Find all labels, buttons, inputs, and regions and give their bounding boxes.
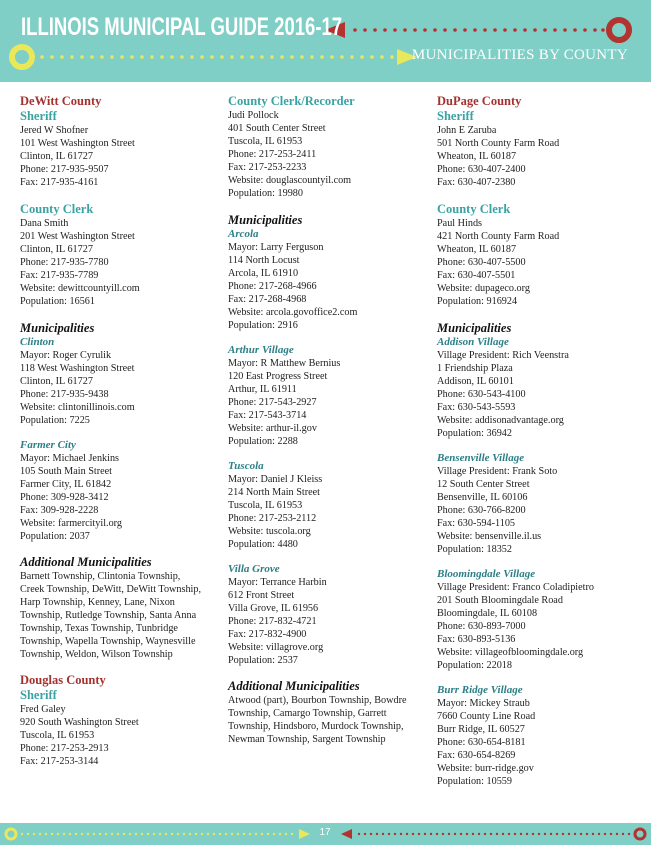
municipality-name: Tuscola [228, 460, 264, 472]
contact-line: Phone: 630-543-4100 [437, 389, 526, 400]
contact-line: 501 North County Farm Road [437, 138, 560, 149]
office-title: Sheriff [437, 109, 474, 123]
contact-line: Website: dupageco.org [437, 283, 530, 294]
county-name: DeWitt County [20, 94, 102, 108]
municipality-name: Arcola [228, 228, 259, 240]
guide-title: ILLINOIS MUNICIPAL GUIDE 2016-17 [21, 13, 343, 41]
contact-line: Population: 22018 [437, 660, 512, 671]
contact-line: 201 South Bloomingdale Road [437, 595, 563, 606]
municipality-name: Farmer City [20, 439, 76, 451]
municipality-entry [437, 684, 637, 788]
contact-line: Population: 2916 [228, 320, 298, 331]
contact-line: Arthur, IL 61911 [228, 384, 297, 395]
office-block [437, 202, 637, 308]
contact-line: Population: 16561 [20, 296, 95, 307]
top-dots [353, 28, 605, 32]
additional-line: Township, Texas Township, Tunbridge [20, 623, 178, 634]
contact-line: 1 Friendship Plaza [437, 363, 513, 374]
municipalities-heading: Municipalities [437, 321, 512, 335]
red-ring-icon [609, 20, 629, 40]
additional-line: Harp Township, Kenney, Lane, Nixon [20, 597, 175, 608]
additional-line: Creek Township, DeWitt, DeWitt Township, [20, 584, 202, 595]
contact-line: Bensenville, IL 60106 [437, 492, 528, 503]
contact-line: 12 South Center Street [437, 479, 530, 490]
additional-line: Township, Wapella Township, Waynesville [20, 636, 196, 647]
additional-line: Township, Camargo Township, Garrett [228, 708, 387, 719]
contact-line: Fax: 630-407-2380 [437, 177, 516, 188]
municipality-entry [437, 452, 637, 556]
contact-line: Website: tuscola.org [228, 526, 311, 537]
contact-line: Fax: 217-935-4161 [20, 177, 99, 188]
contact-line: Phone: 630-407-2400 [437, 164, 526, 175]
contact-line: Phone: 217-935-9438 [20, 389, 109, 400]
column-1 [20, 94, 220, 781]
contact-line: Fax: 630-407-5501 [437, 270, 516, 281]
contact-line: Arcola, IL 61910 [228, 268, 299, 279]
office-title: County Clerk/Recorder [228, 94, 355, 108]
contact-line: Population: 4480 [228, 539, 298, 550]
contact-line: Fax: 630-893-5136 [437, 634, 516, 645]
contact-line: 7660 County Line Road [437, 711, 536, 722]
county-block [20, 673, 220, 768]
contact-line: Mayor: Michael Jenkins [20, 453, 120, 464]
contact-line: Phone: 217-832-4721 [228, 616, 317, 627]
contact-line: Village President: Franco Coladipietro [437, 582, 594, 593]
footer-left-arrow-icon [341, 829, 352, 839]
bottom-dots [40, 55, 394, 59]
municipality-entry [437, 568, 637, 672]
municipality-entry [228, 228, 428, 332]
contact-line: Website: burr-ridge.gov [437, 763, 534, 774]
column-3 [437, 94, 637, 800]
contact-line: Tuscola, IL 61953 [20, 730, 95, 741]
additional-line: Atwood (part), Bourbon Township, Bowdre [228, 695, 407, 706]
contact-line: Mayor: R Matthew Bernius [228, 358, 341, 369]
footer-left-dots [21, 833, 293, 835]
contact-line: Fax: 309-928-2228 [20, 505, 99, 516]
contact-line: 105 South Main Street [20, 466, 112, 477]
column-2 [228, 94, 428, 758]
additional-municipalities [228, 679, 428, 746]
additional-line: Township, Weldon, Wilson Township [20, 649, 173, 660]
additional-line: Township, Hindsboro, Murdock Township, [228, 721, 404, 732]
contact-line: Mayor: Mickey Straub [437, 698, 530, 709]
contact-line: Fax: 630-594-1105 [437, 518, 516, 529]
contact-line: Wheaton, IL 60187 [437, 244, 517, 255]
county-block [20, 94, 220, 189]
contact-line: 920 South Washington Street [20, 717, 139, 728]
contact-line: Fax: 217-935-7789 [20, 270, 99, 281]
municipality-entry [20, 336, 220, 427]
page-number: 17 [319, 827, 331, 838]
contact-line: 612 Front Street [228, 590, 295, 601]
contact-line: Population: 18352 [437, 544, 512, 555]
municipalities-heading: Municipalities [228, 213, 303, 227]
office-title: Sheriff [20, 109, 57, 123]
office-title: Sheriff [20, 688, 57, 702]
county-block [437, 94, 637, 189]
contact-line: Burr Ridge, IL 60527 [437, 724, 525, 735]
contact-line: Clinton, IL 61727 [20, 244, 93, 255]
contact-line: Mayor: Roger Cyrulik [20, 350, 112, 361]
contact-line: Population: 36942 [437, 428, 512, 439]
office-block [228, 94, 428, 200]
contact-line: Website: farmercityil.org [20, 518, 122, 529]
contact-line: Fax: 217-268-4968 [228, 294, 307, 305]
contact-line: Fax: 217-832-4900 [228, 629, 307, 640]
contact-line: Tuscola, IL 61953 [228, 136, 303, 147]
contact-line: Dana Smith [20, 218, 69, 229]
contact-line: Villa Grove, IL 61956 [228, 603, 319, 614]
contact-line: Phone: 217-253-2411 [228, 149, 317, 160]
footer-yellow-ring-icon [6, 829, 16, 839]
contact-line: Population: 2288 [228, 436, 298, 447]
contact-line: Wheaton, IL 60187 [437, 151, 517, 162]
contact-line: Addison, IL 60101 [437, 376, 514, 387]
contact-line: Tuscola, IL 61953 [228, 500, 303, 511]
additional-municipalities-heading: Additional Municipalities [20, 555, 152, 569]
additional-municipalities-heading: Additional Municipalities [228, 679, 360, 693]
municipality-name: Villa Grove [228, 563, 280, 575]
contact-line: Website: bensenville.il.us [437, 531, 542, 542]
contact-line: 214 North Main Street [228, 487, 320, 498]
contact-line: Phone: 217-935-9507 [20, 164, 109, 175]
contact-line: Bloomingdale, IL 60108 [437, 608, 538, 619]
contact-line: Website: villageofbloomingdale.org [437, 647, 584, 658]
contact-line: Farmer City, IL 61842 [20, 479, 112, 490]
contact-line: 421 North County Farm Road [437, 231, 560, 242]
contact-line: Population: 2037 [20, 531, 90, 542]
contact-line: Judi Pollock [228, 110, 279, 121]
contact-line: Website: arcola.govoffice2.com [228, 307, 358, 318]
municipality-entry [20, 439, 220, 543]
contact-line: Village President: Rich Veenstra [437, 350, 569, 361]
page-footer [0, 823, 651, 845]
contact-line: Phone: 217-268-4966 [228, 281, 317, 292]
contact-line: 114 North Locust [228, 255, 300, 266]
contact-line: Mayor: Daniel J Kleiss [228, 474, 323, 485]
contact-line: Mayor: Terrance Harbin [228, 577, 327, 588]
municipality-name: Clinton [20, 336, 55, 348]
contact-line: 118 West Washington Street [20, 363, 135, 374]
section-subtitle: MUNICIPALITIES BY COUNTY [411, 47, 628, 63]
contact-line: Clinton, IL 61727 [20, 376, 93, 387]
office-title: County Clerk [20, 202, 94, 216]
contact-line: Phone: 217-935-7780 [20, 257, 109, 268]
contact-line: Phone: 217-253-2112 [228, 513, 317, 524]
county-name: Douglas County [20, 673, 106, 687]
office-title: County Clerk [437, 202, 511, 216]
municipality-name: Bloomingdale Village [437, 568, 536, 580]
contact-line: Fax: 630-543-5593 [437, 402, 516, 413]
page-header [0, 0, 651, 82]
contact-line: Paul Hinds [437, 218, 482, 229]
contact-line: Clinton, IL 61727 [20, 151, 93, 162]
municipality-name: Arthur Village [228, 344, 294, 356]
additional-municipalities [20, 555, 220, 661]
contact-line: Website: addisonadvantage.org [437, 415, 564, 426]
municipalities-heading: Municipalities [20, 321, 95, 335]
contact-line: Jered W Shofner [20, 125, 89, 136]
contact-line: Phone: 630-766-8200 [437, 505, 526, 516]
contact-line: Population: 7225 [20, 415, 90, 426]
footer-right-arrow-icon [299, 829, 310, 839]
contact-line: Village President: Frank Soto [437, 466, 558, 477]
footer-right-dots [358, 833, 630, 835]
yellow-ring-icon [12, 47, 32, 67]
contact-line: 401 South Center Street [228, 123, 326, 134]
footer-red-ring-icon [635, 829, 645, 839]
additional-line: Newman Township, Sargent Township [228, 734, 386, 745]
contact-line: Phone: 630-654-8181 [437, 737, 526, 748]
contact-line: Website: douglascountyil.com [228, 175, 352, 186]
additional-line: Township, Rutledge Township, Santa Anna [20, 610, 197, 621]
contact-line: Fax: 630-654-8269 [437, 750, 516, 761]
municipality-entry [228, 344, 428, 448]
contact-line: Fax: 217-253-2233 [228, 162, 307, 173]
contact-line: Fred Galey [20, 704, 66, 715]
contact-line: 101 West Washington Street [20, 138, 135, 149]
contact-line: Population: 916924 [437, 296, 518, 307]
contact-line: Phone: 630-407-5500 [437, 257, 526, 268]
contact-line: 120 East Progress Street [228, 371, 328, 382]
office-block [20, 202, 220, 308]
municipality-name: Bensenville Village [437, 452, 525, 464]
additional-line: Barnett Township, Clintonia Township, [20, 571, 181, 582]
contact-line: Phone: 217-543-2927 [228, 397, 317, 408]
municipality-name: Burr Ridge Village [437, 684, 523, 696]
municipality-entry [228, 460, 428, 551]
contact-line: Fax: 217-253-3144 [20, 756, 99, 767]
contact-line: 201 West Washington Street [20, 231, 135, 242]
contact-line: Website: arthur-il.gov [228, 423, 317, 434]
contact-line: Fax: 217-543-3714 [228, 410, 307, 421]
municipality-name: Addison Village [437, 336, 509, 348]
contact-line: Website: dewittcountyill.com [20, 283, 140, 294]
municipality-entry [437, 336, 637, 440]
contact-line: Phone: 630-893-7000 [437, 621, 526, 632]
contact-line: Population: 2537 [228, 655, 298, 666]
municipality-entry [228, 563, 428, 667]
contact-line: Mayor: Larry Ferguson [228, 242, 324, 253]
contact-line: Website: clintonillinois.com [20, 402, 135, 413]
contact-line: John E Zaruba [437, 125, 497, 136]
contact-line: Phone: 309-928-3412 [20, 492, 109, 503]
contact-line: Phone: 217-253-2913 [20, 743, 109, 754]
contact-line: Population: 19980 [228, 188, 303, 199]
contact-line: Population: 10559 [437, 776, 512, 787]
county-name: DuPage County [437, 94, 522, 108]
contact-line: Website: villagrove.org [228, 642, 324, 653]
